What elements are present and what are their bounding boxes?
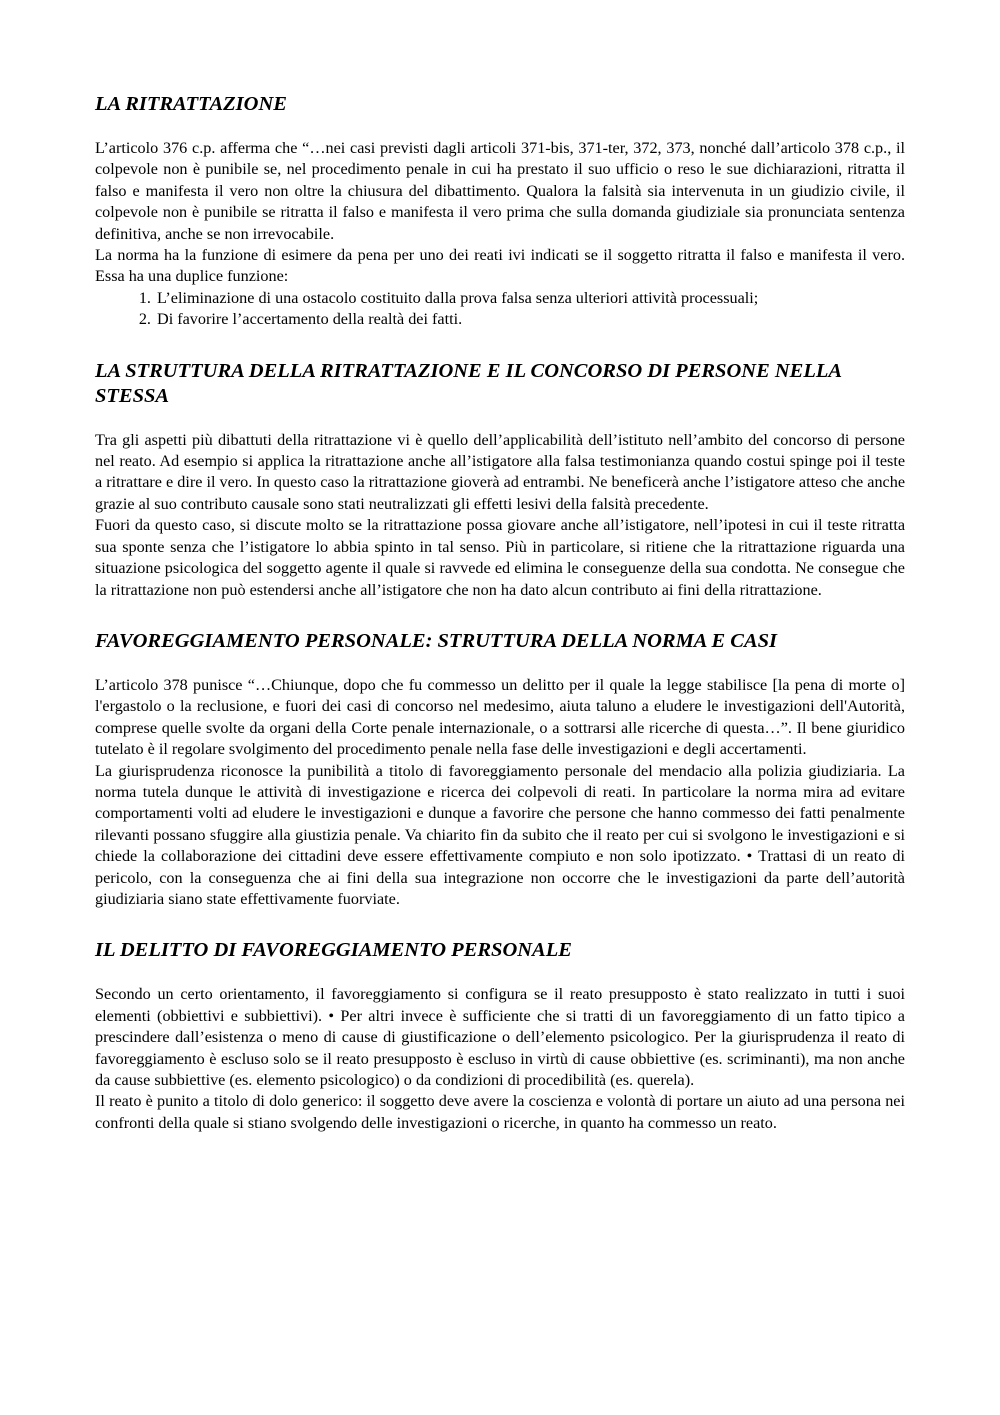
document-page: [95, 92, 905, 1134]
section-struttura-ritrattazione: [95, 359, 905, 601]
section-delitto-favoreggiamento: [95, 938, 905, 1134]
list-item: 2. Di favorire l’accertamento della realtà dei fatti.: [155, 309, 905, 330]
paragraph: Tra gli aspetti più dibattuti della ritrattazione vi è quello dell’applicabilità dell’istituto nell’ambito del concorso di persone nel reato. Ad esempio si applica la ritrattazione anche all’istigatore alla falsa testimonianza quando costui spinge poi il teste a ritrattare e dire il vero. In questo caso la ritrattazione gioverà ad entrambi. Ne beneficerà anche l’istigatore atteso che anche grazie al suo contributo causale sono stati neutralizzati gli effetti lesivi della falsità precedente.: [95, 430, 905, 513]
paragraph: La norma ha la funzione di esimere da pena per uno dei reati ivi indicati se il soggetto ritratta il falso e manifesta il vero. Essa ha una duplice funzione:: [95, 246, 905, 286]
section-title: LA RITRATTAZIONE: [95, 93, 287, 115]
section-title: IL DELITTO DI FAVOREGGIAMENTO PERSONALE: [95, 939, 572, 962]
section-favoreggiamento-struttura: [95, 629, 905, 910]
section-title: FAVOREGGIAMENTO PERSONALE: STRUTTURA DELLA NORMA E CASI: [95, 629, 777, 652]
paragraph: Fuori da questo caso, si discute molto se la ritrattazione possa giovare anche all’istigatore, nell’ipotesi in cui il teste ritratta sua sponte senza che l’istigatore lo abbia spinto in tal senso. Più in particolare, si ritiene che la ritrattazione riguarda una situazione psicologica del soggetto agente il quale si ravvede ed elimina le conseguenze della sua condotta. Ne consegue che la ritrattazione non può estendersi anche all’istigatore che non ha dato alcun contributo ai fini della ritrattazione.: [95, 516, 905, 599]
list-item: 1. L’eliminazione di una ostacolo costituito dalla prova falsa senza ulteriori attività processuali;: [155, 288, 905, 309]
paragraph: Secondo un certo orientamento, il favoreggiamento si configura se il reato presupposto è stato realizzato in tutti i suoi elementi (obbiettivi e subbiettivi). • Per altri invece è sufficiente che si tratti di un favoreggiamento di un fatto tipico a prescindere dall’esistenza o meno di cause di giustificazione o dell’elemento psicologico. Per la giurisprudenza il reato di favoreggiamento è escluso solo se il reato presupposto è escluso in virtù di cause obbiettive (es. scriminanti), ma non anche da cause subbiettive (es. elemento psicologico) o da condizioni di procedibilità (es. querela).: [95, 985, 905, 1089]
paragraph: Il reato è punito a titolo di dolo generico: il soggetto deve avere la coscienza e volontà di portare un aiuto ad una persona nei confronti della quale si stiano svolgendo delle investigazioni o ricerche, in quanto ha commesso un reato.: [95, 1092, 905, 1132]
section-ritrattazione: [95, 92, 905, 331]
paragraph: L’articolo 378 punisce “…Chiunque, dopo che fu commesso un delitto per il quale la legge stabilisce [la pena di morte o] l'ergastolo o la reclusione, e fuori dei casi di concorso nel medesimo, aiuta taluno a eludere le investigazioni dell'Autorità, comprese quelle svolte da organi della Corte penale internazionale, o a sottrarsi alle ricerche di questa…”. Il bene giuridico tutelato è il regolare svolgimento del procedimento penale nella fase delle investigazioni e degli accertamenti.: [95, 675, 905, 759]
paragraph: La giurisprudenza riconosce la punibilità a titolo di favoreggiamento personale del mendacio alla polizia giudiziaria. La norma tutela dunque le attività di investigazione e ricerca dei colpevoli di reati. In particolare la norma mira ad evitare comportamenti volti ad eludere le investigazioni e dunque a favorire che persone che hanno commesso dei fatti penalmente rilevanti possano sfuggire alla giustizia penale. Va chiarito fin da subito che il reato per cui si svolgono le investigazioni e si chiede la collaborazione dei cittadini deve essere effettivamente compiuto e non solo ipotizzato. • Trattasi di un reato di pericolo, con la conseguenza che ai fini della sua integrazione non occorre che le investigazioni da parte dell’autorità giudiziaria siano state effettivamente fuorviate.: [95, 761, 905, 908]
numbered-list: [95, 288, 905, 331]
section-title: LA STRUTTURA DELLA RITRATTAZIONE E IL CONCORSO DI PERSONE NELLA STESSA: [95, 359, 841, 407]
paragraph: L’articolo 376 c.p. afferma che “…nei casi previsti dagli articoli 371-bis, 371-ter, 372, 373, nonché dall’articolo 378 c.p., il colpevole non è punibile se, nel procedimento penale in cui ha prestato il suo ufficio o reso le sue dichiarazioni, ritratta il falso e manifesta il vero non oltre la chiusura del dibattimento. Qualora la falsità sia intervenuta in un giudizio civile, il colpevole non è punibile se ritratta il falso e manifesta il vero prima che sulla domanda giudiziale sia pronunciata sentenza definitiva, anche se non irrevocabile.: [95, 139, 905, 243]
